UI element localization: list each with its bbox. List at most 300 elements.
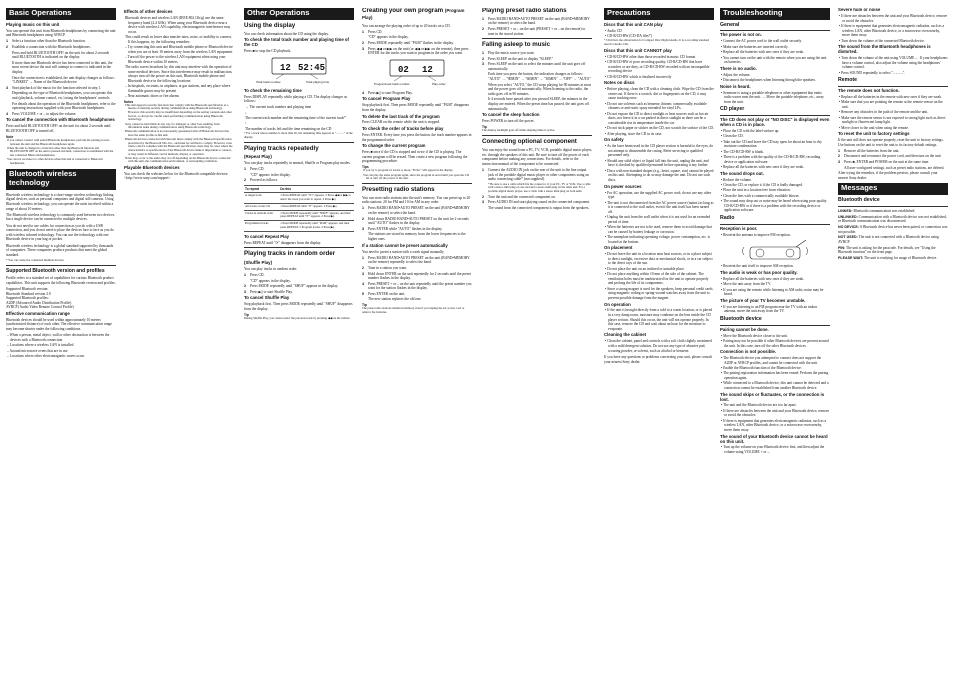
- reset-body: If the unit still does not operate properly, reset the unit to factory settings. Use buttons on the unit to reset the unit to its factory default settings.: [838, 138, 944, 147]
- message-value: The unit is not connected with a Bluetooth device using AVRCP.: [838, 235, 939, 244]
- list-item: • Turn up the volume on your Bluetooth device first, and then adjust the volume using VOLUME + or –.: [721, 445, 825, 455]
- lcd-total-track-number: 12: [280, 62, 291, 73]
- list-item: • The unit and the Bluetooth device are too far apart.: [721, 403, 797, 408]
- trouble-heading: The power is not on.: [720, 32, 762, 38]
- list-item: • Clean the lens with a commercially available blower.: [721, 193, 800, 198]
- lcd-total-playing-time: 52:45: [298, 62, 326, 73]
- total-track-body: Press ■ to stop the CD playback.: [244, 49, 292, 53]
- cancel-shuffle-heading: To cancel Shuffle Play: [244, 295, 290, 301]
- step: 3 Press SLEEP on the unit to select the minutes until the unit goes off automatically.: [482, 62, 586, 71]
- section-banner-other-operations: Other Operations: [244, 8, 354, 20]
- step: "CD" appears in the display.: [250, 278, 291, 283]
- connecting-component-heading: Connecting optional component: [482, 138, 577, 146]
- message-key: LINKED:: [838, 208, 853, 213]
- column-radio-sleep-connect: [482, 8, 592, 671]
- table-row: A single track 1 Press REPEAT until "⟳1" appears. 2 Press ◀◀ or ▶▶ to select the track you want to repeat. 3 Press ▶||.: [244, 193, 354, 204]
- list-item: • CD-R/CD-RW (CD-DA files*): [605, 34, 652, 39]
- list-item: • Do not place the unit on an inclined or unstable place.: [605, 266, 685, 271]
- list-item: • Replace all the batteries in the remote with new ones if they are weak.: [839, 94, 942, 99]
- section-banner-precautions: Precautions: [604, 8, 714, 20]
- list-item: • Discs with non-standard shapes (e.g., heart, square, star) cannot be played on this unit. Attempting to do so may damage the unit. Do not use such discs.: [605, 168, 714, 182]
- step: The new station replaces the old one.: [368, 297, 422, 302]
- list-item: • Replace all the batteries with new ones if they are weak.: [721, 276, 805, 281]
- step: 4 Press PRESET + or – on the unit repeatedly until the preset number you want for the station flashes in the display.: [362, 281, 472, 291]
- list-item: • Audio CD: [605, 28, 622, 33]
- divider: [482, 135, 592, 136]
- list-item: • If there are obstacles between the unit and your Bluetooth device, remove or avoid the obstacles.: [839, 13, 948, 23]
- using-display-heading: Using the display: [244, 21, 296, 29]
- supported-version-list: [6, 287, 116, 310]
- cancel-sleep-body: Press POWER to turn off the power.: [482, 119, 535, 124]
- program-play-body: You can arrange the playing order of up to 20 tracks on a CD.: [362, 23, 451, 28]
- note-item: Noise may occur or the audio may cut off depending on the Bluetooth device connected with this unit, the communication environment, or surrounding conditions.: [125, 155, 231, 164]
- tips-block: [362, 165, 472, 180]
- step: 1 Play the music source you want.: [482, 51, 535, 55]
- list-item: – Locations where a wireless LAN is installed: [7, 343, 74, 348]
- list-item: • If you are using the remote while listening to AM radio, noise may be heard.: [721, 287, 824, 297]
- shuffle-play-subtitle: (Shuffle Play): [244, 260, 273, 266]
- list-item: Supported Bluetooth version:: [6, 286, 49, 291]
- tip-item: If you try to program 21 tracks or more, "FULL" will appear in the display.: [363, 168, 454, 173]
- footnote: * For a track whose number is more than 20, the remaining time appears as "- - : - -" in the display.: [244, 131, 353, 139]
- lcd-figure-program: [362, 58, 472, 88]
- table-header: Do this: [279, 185, 354, 192]
- step: 2 Proceed as follows.: [244, 178, 279, 183]
- reset-closing: After trying the remedies, if the problem persists, please consult your nearest Sony dealer.: [838, 171, 938, 180]
- divider: [720, 325, 830, 326]
- step: 1 Connect the AUDIO IN jack on the rear of the unit to the line output jack of the portable digital music player or other components using an audio connecting cable* (not supplied).: [482, 167, 589, 182]
- list-item: The current track number and the remaining time of the current track*: [245, 116, 346, 121]
- list-item: • If you are listening to an FM program near the TV with an indoor antenna, move the unit away from the TV.: [721, 304, 818, 314]
- list-item: The number of tracks left and the time remaining on the CD: [245, 126, 332, 131]
- list-item: • Enable the Bluetooth function of the Bluetooth device.: [721, 366, 802, 371]
- list-item: • Place the unit in a location free from vibration.: [721, 188, 791, 193]
- step: The sound from the connected component is output from the speakers.: [488, 205, 590, 210]
- on-safety-heading: On safety: [604, 137, 624, 143]
- message-key: NOT USED:: [838, 235, 858, 240]
- divider: [482, 38, 592, 39]
- step: 1 Press CD.: [244, 167, 265, 172]
- list-item: • While connected to a Bluetooth device, this unit cannot be detected and a connection cannot be established from another Bluetooth device.: [721, 381, 829, 390]
- step: 3 Press ENTER while "AUTO" flashes in the display.: [362, 226, 443, 231]
- trouble-heading: The sound from the Bluetooth headphones is distorted.: [838, 44, 931, 55]
- manual-preset-body: You need to preset a station with a weak signal manually.: [362, 249, 445, 254]
- list-item: – When a person, metal object, wall or other obstruction is between the devices with a Bluetooth connection: [7, 333, 110, 342]
- trouble-heading: Pairing cannot be done.: [720, 326, 769, 332]
- list-item: Bluetooth Standard version 2.0: [6, 291, 51, 296]
- step: The stations are stored in memory from the lower frequencies to the higher ones.: [368, 232, 466, 241]
- list-item: • Do not expose the CD to direct sunlight or heat sources such as hot air ducts, nor leave it in a car parked in direct sunlight as there can be a considerable rise in temperature inside the car.: [605, 111, 709, 125]
- message-row: [838, 215, 948, 224]
- presetting-radio-heading: Presetting radio stations: [362, 185, 435, 193]
- trouble-heading: The CD does not play or "NO DISC" is displayed even when a CD is in place.: [720, 117, 830, 128]
- list-item: • The CD-R/CD-RW is blank.: [721, 149, 764, 154]
- discs-can-play-heading: Discs that this unit CAN play: [604, 21, 663, 27]
- note-item: Bluetooth devices connected with this unit must comply with the Bluetooth specification prescribed by the Bluetooth SIG, Inc., and must be certified to comply. However, even when a device complies with the Bluetooth specification, there may be cases where the characteristics or specifications of the Bluetooth device make it impossible to connect, or may result in different control methods, display or operation.: [125, 136, 233, 156]
- list-item: • As the laser beam used in the CD player section is harmful to the eyes, do not attempt to disassemble the casing. Refer servicing to qualified personnel only.: [605, 144, 714, 158]
- on-operation-heading: On operation: [604, 301, 631, 307]
- section-banner-messages: Messages: [838, 183, 948, 195]
- paragraph: Bluetooth wireless technology is a global standard supported by thousands of companies. These companies produce products that meet the global standard.: [6, 243, 114, 257]
- list-item: • Take out the CD and leave the CD tray open for about an hour to dry moisture condensation.: [721, 139, 822, 149]
- message-row: [838, 225, 948, 234]
- supported-version-body: Profile refers to a standard set of capabilities for various Bluetooth product capabilities. This unit supports the following Bluetooth version and profiles.: [6, 276, 116, 285]
- step: For details about the operation of the Bluetooth headphones, refer to the operating instructions supplied with your Bluetooth headphones.: [12, 101, 116, 111]
- list-item: – Try connecting this unit and Bluetooth mobile phone or Bluetooth device when you are at least 10 meters away from the wireless LAN equipment.: [125, 45, 233, 54]
- messages-bluetooth-heading: Bluetooth device: [838, 197, 880, 204]
- radio-heading: Radio: [720, 214, 735, 221]
- range-heading: Effective communication range: [6, 310, 70, 316]
- list-item: • Replace all the batteries with new ones if they are weak.: [721, 50, 805, 55]
- list-item: • The nameplate indicating operating voltage, power consumption, etc. is located at the bottom.: [605, 235, 710, 244]
- list-item: Supported Bluetooth profiles:: [6, 296, 49, 301]
- trouble-heading: The sound of your Bluetooth device cannot be heard on this unit.: [720, 433, 828, 444]
- list-item: • There is a problem with the quality of the CD-R/CD-RW, recording device or application software.: [721, 155, 821, 164]
- paragraph: Bluetooth wireless technology is a short-range wireless technology linking digital devices, such as personal computers and digital still cameras. Using Bluetooth wireless technology, you can operate the units involved within a range of about 10 meters.: [6, 192, 114, 211]
- list-item: • When the batteries are not to be used, remove them to avoid damage that can be caused by battery leakage or corrosion.: [605, 225, 712, 234]
- message-value: The unit is readying for usage of Bluetooth device.: [864, 256, 938, 261]
- step: If more than one Bluetooth device has been connected to this unit, the most recent device the unit will attempt to connect is indicated in the display.: [12, 60, 113, 74]
- lcd-figure-total: [244, 56, 354, 86]
- program-play-heading: Creating your own program (Program Play): [362, 8, 465, 20]
- column-troubleshooting: [720, 8, 830, 671]
- notes-label: Notes: [124, 99, 134, 104]
- paragraph: You do not need to use cables for connection as you do with a USB connection, and you do not need to place the devices face to face as you do with wireless infrared technology. You can use the technology with one Bluetooth device in your bag or pocket.: [6, 223, 114, 242]
- trouble-heading: There is no audio.: [720, 65, 757, 71]
- list-item: • Do not use solvents such as benzene, thinner, commercially available cleaners or anti-static spray intended for vinyl LPs.: [605, 101, 707, 111]
- message-key: UNLINKED:: [838, 214, 858, 219]
- list-item: • CD-R/CD-RW other than those recorded in music CD format: [605, 54, 696, 59]
- tip-label: Tip: [244, 313, 249, 318]
- precautions-closing: If you have any questions or problems concerning your unit, please consult your nearest Sony dealer.: [604, 355, 712, 364]
- message-value: Communication with a Bluetooth device was not established, or Bluetooth communication was disconnected.: [838, 214, 947, 224]
- list-item: • After playing, store the CD in its case.: [605, 131, 663, 136]
- list-item: • The unit is not disconnected from the AC power source (mains) as long as it is connected to the wall outlet, even if the unit itself has been turned off.: [605, 200, 714, 214]
- lcd-caption-total-track: Total track number: [256, 79, 281, 84]
- list-item: • Clean the cabinet, panel and controls with a soft cloth slightly moistened with a mild detergent solution. Do not use any type of abrasive pad, scouring powder, or solvent, such as alcohol or benzene.: [605, 339, 712, 353]
- list-item: • Unplug the unit from the wall outlet when it is not used for an extended period of time.: [605, 215, 711, 224]
- step: 2 Press MODE repeatedly until "SHUF" appears in the display.: [244, 284, 339, 289]
- column-precautions: [604, 8, 714, 671]
- divider: [720, 30, 830, 31]
- general-heading: General: [720, 21, 740, 28]
- on-power-heading: On power sources: [604, 183, 642, 189]
- lcd-program-illustration: [372, 58, 462, 88]
- message-key: PIN:: [838, 245, 846, 250]
- list-item: • Remove any obstacles in the path of the remote and the unit.: [839, 110, 929, 115]
- list-item: • Make sure the batteries are inserted correctly.: [721, 44, 789, 49]
- trouble-heading: Severe hum or noise: [838, 8, 881, 12]
- repeat-table: [244, 185, 354, 232]
- reset-heading: To reset the unit to factory settings: [838, 131, 910, 137]
- step: It 4 seconds have passed after you pressed SLEEP, the minutes in the display are entered. When the preset time has passed, the unit goes off automatically.: [488, 97, 589, 111]
- list-item: → The current track number and playing time: [245, 105, 312, 110]
- tip-item: You can play the same program again, since the program is saved until you open the CD lid or turn off the power of the unit.: [363, 172, 469, 181]
- divider: [720, 115, 830, 116]
- list-item: – Locations where other electromagnetic waves occur: [7, 353, 85, 358]
- step: Press and hold BLUETOOTH OFF/ on the unit for about 2 seconds until BLUETOOTH is indicated on the display.: [12, 50, 110, 60]
- step: 2 Press MODE repeatedly until "PGM" flashes in the display.: [362, 41, 454, 45]
- step: 3 Press AUDIO IN and start playing sound on the connected component.: [482, 200, 590, 205]
- manual-preset-heading: If a station cannot be preset automatically: [362, 242, 448, 248]
- list-item: – In hospitals, on trains, in airplanes, at gas stations, and any place where flammable gasses may be present: [125, 84, 231, 93]
- remaining-time-heading: To check the remaining time: [244, 87, 302, 93]
- list-item: • Reduce the volume.: [721, 177, 752, 182]
- step: 2 Establish a connection with the Bluetooth headphones.: [6, 45, 91, 50]
- cancel-repeat-body: Press REPEAT until "⟳" disappears from the display.: [244, 240, 322, 245]
- list-item: • Press SOUND repeatedly to select "– – – –".: [839, 70, 906, 75]
- cancel-repeat-heading: To cancel Repeat Play: [244, 233, 290, 239]
- footnote: * You can cannot be connected multiple devices.: [6, 257, 65, 262]
- repeat-play-subtitle: (Repeat Play): [244, 154, 272, 160]
- trouble-heading: The remote does not function.: [838, 87, 900, 93]
- table-row: Programmed tracks 1 Press MODE repeatedly until "PGM" appears, and then press REPEAT. 2 Program tracks. 3 Press ▶||.: [244, 221, 354, 232]
- note-item: Bluetooth communication is not necessarily guaranteed with all Bluetooth devices that have the same profile as this unit.: [125, 129, 229, 137]
- trouble-heading: Reception is poor.: [720, 225, 758, 231]
- list-item: • Do not leave the unit in a location near heat sources, or in a place subject to direct sunlight, excessive dust or mechanical shock, or in a car subject to the direct rays of the sun.: [605, 252, 713, 266]
- lcd-display-illustration: [254, 56, 344, 86]
- cancel-program-heading: To cancel Program Play: [362, 96, 411, 102]
- list-item: • Move the unit away from the TV.: [721, 282, 772, 287]
- trouble-heading: The sound skips or fluctuates, or the connection is lost.: [720, 391, 825, 402]
- cancel-program-body: Stop playback first. Then press MODE repeatedly until "PGM" disappears from the display.: [362, 103, 470, 112]
- list-item: – Turn off the power to the wireless LAN equipment when using your Bluetooth device within 10 meters.: [125, 55, 226, 64]
- step: 3 Press ◀◀ or ▶▶ on the unit (or ◀◀ or ▶▶ on the remote), then press ENTER for the tracks you want to program in the order you want.: [362, 46, 469, 56]
- step: 4 Press ▶|| to start Program Play.: [362, 90, 413, 95]
- list-item: • Turn down the volume of the unit using VOLUME – . If your headphones have a volume control, also adjust the volume using the headphones' volume control.: [839, 55, 948, 70]
- tip-body: During Shuffle Play, you cannot select the previous track by pressing ◀◀ on the remote.: [244, 316, 351, 321]
- list-item: • Should any solid object or liquid fall into the unit, unplug the unit, and have it checked by qualified personnel before operating it any further.: [605, 158, 709, 168]
- list-item: • Do not place anything within 10 mm of the side of the cabinet. The ventilation holes must be unobstructed for the unit to operate properly and prolong the life of its components.: [605, 272, 709, 286]
- list-item: • Clean the CD.: [721, 134, 744, 139]
- step: 2 Press PRESET + or – on the unit (PRESET + or – on the remote) to tune in the stored station.: [482, 27, 586, 36]
- note-item: Sony cannot be held liable in any way for damages or other loss resulting from information leaks during communication using Bluetooth technology.: [125, 121, 220, 130]
- delete-last-track-heading: To delete the last track of the program: [362, 113, 440, 119]
- list-item: • CD-R/CD-RW of poor recording quality, CD-R/CD-RW that have scratches or are dirty, or CD-R/CD-RW recorded with an incompatible recording device: [605, 60, 710, 74]
- list-item: • Reorient the antenna to improve FM reception.: [721, 232, 791, 237]
- tip-label: Tip: [362, 303, 367, 308]
- message-key: NO DEVICE:: [838, 225, 859, 230]
- list-item: • Place the CD with the label surface up.: [721, 128, 780, 133]
- list-item: ↓: [245, 121, 247, 126]
- cancel-connection-body: Press and hold BLUETOOTH OFF/ on the unit for about 2 seconds until BLUETOOTH OFF is turned off.: [6, 124, 111, 133]
- divider: [838, 86, 948, 87]
- trouble-heading: Noise is heard.: [720, 83, 751, 89]
- tip-body: The preset radio stations remain in memory even if you unplug the AC power cord or remove the batteries.: [362, 306, 465, 314]
- message-value: Bluetooth communication was established.: [853, 208, 916, 213]
- step: 1 Remove all the batteries from the unit.: [838, 148, 900, 153]
- cd-player-heading: CD player: [720, 106, 745, 113]
- cancel-connection-heading: To cancel the connection with Bluetooth headphones: [6, 117, 115, 123]
- list-item: • Before playing, clean the CD with a cleaning cloth. Wipe the CD from the center out. If there is a scratch, dirt or fingerprints on the CD, it may cause tracking error.: [605, 87, 714, 101]
- message-row: [838, 235, 948, 244]
- shuffle-play-heading: Playing tracks in random order: [244, 250, 336, 258]
- message-key: PLEASE WAIT:: [838, 256, 864, 261]
- preset-stations-heading: Playing preset radio stations: [482, 8, 567, 14]
- list-item: • Turn down the volume of the connected Bluetooth device.: [839, 38, 925, 43]
- table-row: All tracks on the CD 1 Press REPEAT until "⟳" appears. 2 Press ▶||.: [244, 203, 354, 210]
- lcd-play-order: 12: [422, 64, 433, 75]
- lcd-programmed-track: 02: [398, 64, 409, 75]
- divider: [362, 183, 472, 184]
- divider: [838, 206, 948, 207]
- section-banner-bluetooth-wireless: Bluetooth wireless technology: [6, 169, 116, 189]
- change-program-heading: To change the current program: [362, 143, 426, 149]
- list-item: • Reorient the unit itself to improve AM reception.: [721, 264, 794, 269]
- step: 1 Select a function other than the Bluetooth function.: [6, 39, 86, 44]
- column-other-operations: [244, 8, 354, 671]
- note-item: This unit supports security functions that comply with the Bluetooth specification as a means of ensuring security during communication using Bluetooth technology. However, this security may be insufficient depending on the setting contents and other factors, so always be careful when performing communication using Bluetooth technology.: [125, 102, 232, 122]
- list-item: ↓: [245, 110, 247, 115]
- step: 2 Turn the unit and the connected component on.: [482, 194, 556, 199]
- check-order-heading: To check the order of tracks before play: [362, 126, 444, 132]
- table-header-row: [244, 185, 354, 192]
- remaining-time-body: Press DISPLAY repeatedly while playing a CD. The display changes as follows:: [244, 94, 347, 104]
- note-label: Note: [6, 135, 14, 140]
- list-item: • Connect the AC power cord to the wall outlet securely.: [721, 39, 802, 44]
- list-item: • Disconnect the headphones when listening through the speakers.: [721, 78, 816, 83]
- step: 3 Press ■, ENTER and POWER on the unit at the same time.: [838, 160, 930, 165]
- shuffle-play-body: You can play tracks in random order.: [244, 266, 298, 271]
- divider: [244, 247, 354, 248]
- step: 2 Disconnect and reconnect the power cord, and then turn on the unit.: [838, 154, 942, 159]
- step: 1 Press CD.: [362, 29, 383, 34]
- step: 2 Press SLEEP on the unit to display "SLEEP.": [482, 56, 554, 61]
- step: 5 Press ENTER on the unit.: [362, 291, 406, 296]
- message-row: [838, 256, 948, 261]
- trouble-heading: The sound drops out.: [720, 170, 764, 176]
- list-item: A2DP (Advanced Audio Distribution Profile): [6, 300, 72, 305]
- list-item: • The sound may drop out or noise may be heard when using poor quality CD-R/CD-RW or if there is a problem with the recording device or application software.: [721, 199, 827, 213]
- divider: [244, 142, 354, 143]
- lcd-caption-playing-time: Total playing time: [306, 79, 330, 84]
- change-program-body: Press ■ once if the CD is stopped and twice if the CD is playing. The current program will be erased. Then create a new program following the programming procedure.: [362, 150, 468, 164]
- step: 1 Press RADIO BAND•AUTO PRESET on the unit (BAND•MEMORY on the remote) repeatedly to select the band.: [362, 255, 470, 265]
- list-item: • Adjust the volume.: [721, 72, 751, 77]
- list-item: • Do not stick paper or sticker on the CD, nor scratch the surface of the CD.: [605, 126, 714, 131]
- list-item: • CD-R/CD-RW which is finalized incorrectly: [605, 74, 672, 79]
- note-item: If you cannot connect with paired Bluetooth headphones, perform the pairing process between the unit and the Bluetooth headphones again.: [7, 138, 110, 146]
- list-item: • Move the Bluetooth device closer to the unit.: [721, 333, 789, 338]
- cleaning-cabinet-heading: Cleaning the cabinet: [604, 332, 647, 338]
- step: Once the connection is established, the unit display changes as follows: "LINKED" → Name of the Bluetooth device: [12, 75, 115, 85]
- step: Each time you press the button, the indication changes as follows: "AUTO" → "90MIN" → "60MIN" → "30MIN" → "OFF" → "AUTO": [488, 72, 591, 81]
- step: When you select "AUTO," the CD stops playing for 90 minutes at most and the power goes off automatically. When listening to the radio, the radio goes off in 90 minutes.: [488, 82, 591, 96]
- total-track-heading: To check the total track number and playing time of the CD: [244, 37, 349, 48]
- message-row: [838, 209, 948, 214]
- divider: [6, 265, 116, 266]
- cancel-sleep-heading: To cancel the sleep function: [482, 112, 540, 118]
- using-display-intro: You can check information about the CD using the display.: [244, 31, 329, 36]
- tips-label: Tips: [362, 165, 369, 170]
- antenna-figure: [720, 239, 830, 261]
- step: 4 Press VOLUME + or – to adjust the volume.: [6, 111, 77, 116]
- step: "CD" appears in the display.: [368, 35, 409, 40]
- divider: [720, 224, 830, 225]
- step: 1 Press CD.: [244, 273, 265, 278]
- note-item: When the unit is changed to a function other than the Bluetooth function and BLUETOOTH OFF on the unit is pressed and held, connection is established with the last connected Bluetooth headphones.: [7, 145, 114, 158]
- on-placement-heading: On placement: [604, 245, 633, 251]
- notes-block: [6, 135, 116, 165]
- column-basic-operations: [6, 8, 116, 671]
- effects-heading: Effects of other devices: [124, 9, 173, 14]
- message-row: [838, 246, 948, 255]
- playable-devices-heading: Playable Bluetooth devices: [124, 164, 180, 170]
- list-item: • If the unit is brought directly from a cold to a warm location, or is placed in a very damp room, moisture may condense on the lens inside the CD player section. Should this occur, the unit will not operate properly. In this case, remove the CD and wait about an hour for the moisture to evaporate.: [605, 308, 713, 331]
- connecting-component-body: You can enjoy the sound from a PC, TV, VCR, portable digital music player, etc. through the speakers of this unit. Be sure to turn off the power of each component before making any connections. For details, refer to the instruction manual of the component to be connected.: [482, 147, 592, 166]
- list-item: • You cannot turn on the unit with the remote when you are using the unit on batteries.: [721, 55, 827, 65]
- repeat-play-heading: Playing tracks repeatedly: [244, 144, 319, 152]
- step: 3 Hold down ENTER on the unit repeatedly for 2 seconds until the preset number flashes in the display.: [362, 271, 471, 281]
- discs-cannot-play-heading: Discs that this unit CANNOT play: [604, 47, 672, 53]
- presetting-radio-body: You can store radio stations into the unit's memory. You can preset up to 20 radio stations: 20 for FM and 10 for AM in any order.: [362, 195, 471, 205]
- list-item: • Clean the CD, or replace it if the CD is badly damaged.: [721, 183, 803, 188]
- playing-music-steps: [6, 39, 116, 116]
- step: Depending on the type of Bluetooth headphones, you can operate this unit (playback, volume control, etc.) using the headphones' controls.: [12, 91, 113, 100]
- list-item: • Someone is using a portable telephone or other equipment that emits radio waves near the unit. → Move the portable telephone, etc., away from the unit.: [721, 90, 824, 104]
- step: All user-configured settings, such as preset radio stations, are deleted.: [844, 165, 945, 170]
- list-item: • If there is equipment that generates electromagnetic radiation, such as a wireless LAN, other Bluetooth device, or a microwave oven nearby, move them away.: [839, 23, 945, 38]
- list-item: • If there is equipment that generates electromagnetic radiation, such as a wireless LAN, other Bluetooth device, or a microwave oven nearby, move them away.: [721, 418, 827, 433]
- table-row: Tracks in random order 1 Press MODE repeatedly until "SHUF" appears, and then press REPEAT until "⟳" appears. 2 Press ▶||.: [244, 210, 354, 221]
- note-item: You can not reconnect to other devices when this unit is connected to Bluetooth headphones.: [7, 157, 103, 165]
- playing-music-heading: Playing music on this unit: [6, 21, 60, 27]
- lcd-caption-programmed-track: Programmed track number: [374, 81, 410, 86]
- list-item: • Pairing may not be possible if other Bluetooth devices are present around the unit. In this case, turn off the other Bluetooth devices.: [721, 338, 829, 348]
- trouble-heading: The picture of your TV becomes unstable.: [720, 297, 806, 303]
- column-bluetooth-effects: [124, 8, 234, 671]
- notes-block: [124, 100, 234, 164]
- trouble-heading: The audio is weak or has poor quality.: [720, 269, 798, 275]
- lcd-caption-play-order: Play order: [432, 81, 446, 86]
- footnote: * CD-DA is the abbreviation for Compact Disc Digital Audio. It is a recording standard used for Audio CDs.: [604, 38, 710, 47]
- sleep-heading: Falling asleep to music: [482, 41, 551, 49]
- remote-heading: Remote: [838, 77, 858, 84]
- check-order-body: Press ENTER. Every time you press the button, the track number appears in the programmed order.: [362, 132, 472, 142]
- list-item: • Move closer to the unit when using the remote.: [839, 125, 909, 130]
- supported-version-heading: Supported Bluetooth version and profiles: [6, 267, 105, 274]
- list-item: • The pairing registration information has been erased. Perform the pairing operation again.: [721, 371, 829, 380]
- tip-body: The display backlight goes off while sleeping timer is active.: [482, 128, 556, 133]
- column-program-preset: [362, 8, 472, 671]
- section-banner-basic-operations: Basic Operations: [6, 8, 116, 20]
- list-item: • Make sure the remote sensor is not exposed to strong light such as direct sunlight or fluorescent lamp light.: [839, 115, 946, 125]
- range-body: Bluetooth devices should be used within approximately 10 meters (unobstructed distance) of each other. The effective communication range may become shorter under the following conditions.: [6, 317, 112, 332]
- playable-devices-body: You can check the websites below for the Bluetooth compatible devices: <http://www.sony.com/support>: [124, 171, 229, 181]
- step: 3 Press ▶|| to start Shuffle Play.: [244, 289, 293, 294]
- step-note: * Be sure to use a cable which fits the connector of your PC, TV or VCR. Use a cable with a stereo mini plug on one end and a stereo mini plug on the other end. For a portable digital music player, use a cable with a stereo mini plug on both ends.: [488, 181, 591, 193]
- radio-unit-antenna-icon: [740, 239, 810, 261]
- list-item: • If there are obstacles between the unit and your Bluetooth device, remove or avoid the obstacles.: [721, 408, 830, 418]
- step: "CD" appears in the display.: [250, 172, 291, 177]
- list-item: • Replace all the batteries with new ones if they are weak.: [721, 165, 805, 170]
- repeat-play-body: You can play tracks repeatedly in normal, Shuffle or Program play modes.: [244, 161, 351, 166]
- notes-on-discs-heading: Notes on discs: [604, 80, 635, 86]
- paragraph: This could result in lower data transfer rates, noise, or inability to connect. If this happens, try the following remedies:: [125, 35, 233, 44]
- column-remote-messages: [838, 8, 948, 671]
- list-item: • Since a strong magnet is used for the speakers, keep personal credit cards using magnetic coding or spring-wound watches away from the unit to prevent possible damage from the magnet.: [605, 286, 713, 300]
- message-value: A Bluetooth device has never been paired, or connection was not possible.: [838, 225, 948, 234]
- tip-label: Tip: [482, 125, 487, 130]
- list-item: • The Bluetooth device you attempted to connect does not support the A2DP or AVRCP profiles, and cannot be connected with the unit.: [721, 356, 822, 365]
- step: 2 Tune in a station you want.: [362, 265, 407, 270]
- playing-music-intro: You can operate this unit from Bluetooth headphones by connecting the unit and Bluetooth headphones using AVRCP.: [6, 28, 116, 38]
- list-item: The radio waves broadcast by this unit may interfere with the operation of some medical devices. Since this interference may result in malfunction, always turn off the power on this unit, Bluetooth mobile phone and Bluetooth device in the following locations:: [125, 65, 233, 83]
- step: 1 Press RADIO BAND•AUTO PRESET on the unit (BAND•MEMORY on the remote) to select the band.: [482, 16, 590, 26]
- paragraph: The Bluetooth wireless technology is commonly used between two devices, but a single device can be connected to multiple devices.: [6, 212, 115, 222]
- step: 2 Hold down RADIO BAND•AUTO PRESET on the unit for 2 seconds until "AUTO" flashes in the display.: [362, 216, 469, 226]
- list-item: – Near automatic doors or fire alarms: [125, 94, 179, 99]
